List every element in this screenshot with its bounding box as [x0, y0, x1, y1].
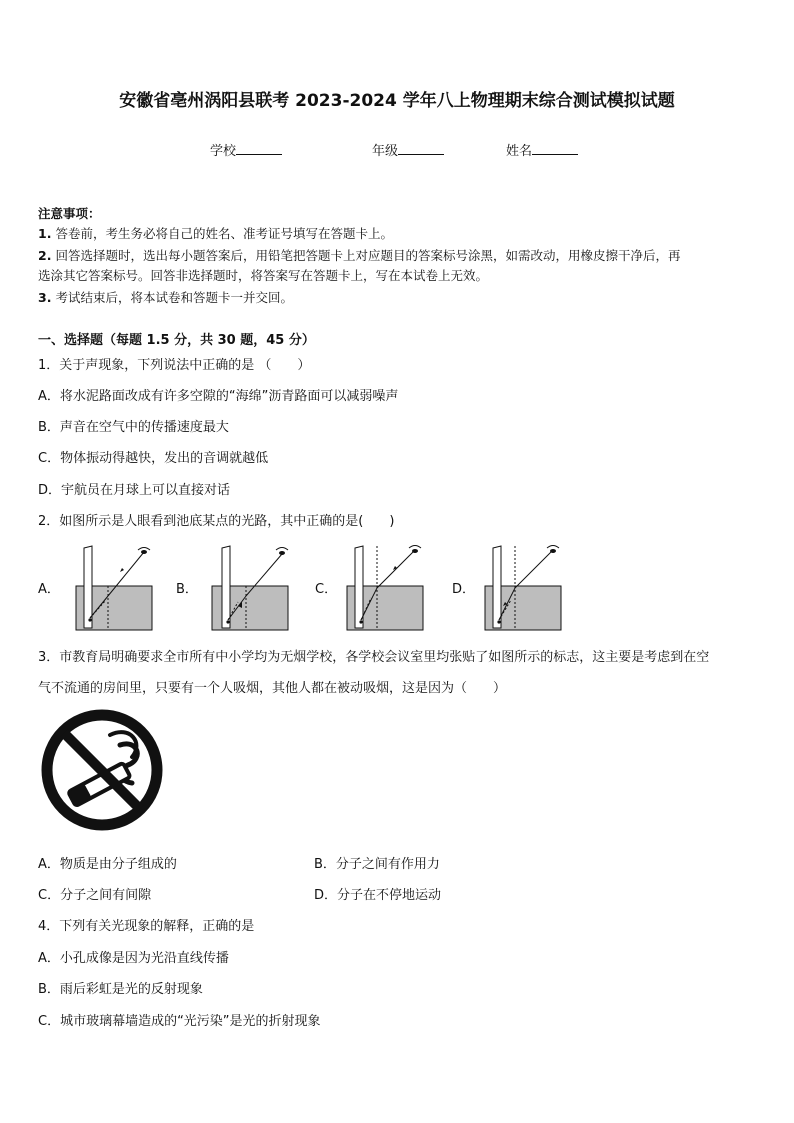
name-field	[506, 140, 578, 159]
q1-option-c: C．物体振动得越快，发出的音调就越低	[38, 451, 269, 466]
grade-blank	[398, 142, 444, 155]
q4-option-c: C．城市玻璃幕墙造成的“光污染”是光的折射现象	[38, 1014, 321, 1029]
q1-option-a: A．将水泥路面改成有许多空隙的“海绵”沥青路面可以减弱噪声	[38, 389, 399, 404]
notice-item-2: 2. 回答选择题时，选出每小题答案后，用铅笔把答题卡上对应题目的答案标号涂黑，如需改动，用橡皮擦干净后，再	[38, 248, 681, 263]
q2-diagram-b	[208, 542, 292, 632]
q4-option-a: A．小孔成像是因为光沿直线传播	[38, 951, 229, 966]
q3-option-b: B．分子之间有作用力	[314, 857, 440, 872]
q3-option-c: C．分子之间有间隙	[38, 888, 152, 903]
q4-option-b: B．雨后彩虹是光的反射现象	[38, 982, 203, 997]
q1-option-d: D．宇航员在月球上可以直接对话	[38, 483, 231, 498]
question-1-stem: 1．关于声现象，下列说法中正确的是 （ ）	[38, 358, 311, 373]
question-3-stem-line1: 3．市教育局明确要求全市所有中小学均为无烟学校，各学校会议室里均张贴了如图所示的标志，这主要是考虑到在空	[38, 650, 710, 665]
question-2-stem: 2．如图所示是人眼看到池底某点的光路，其中正确的是( )	[38, 514, 395, 529]
grade-field	[372, 140, 444, 159]
q2-option-a-label: A．	[38, 582, 60, 597]
q3-option-d: D．分子在不停地运动	[314, 888, 442, 903]
notice-item-3: 3. 考试结束后，将本试卷和答题卡一并交回。	[38, 290, 293, 305]
no-smoking-sign-icon	[40, 705, 164, 835]
question-3-stem-line2: 气不流通的房间里，只要有一个人吸烟，其他人都在被动吸烟，这是因为（ ）	[38, 681, 507, 696]
school-field	[210, 140, 282, 159]
school-blank	[236, 142, 282, 155]
q2-option-d-label: D．	[452, 582, 476, 597]
notice-item-2-cont: 选涂其它答案标号。回答非选择题时，将答案写在答题卡上，写在本试卷上无效。	[38, 268, 489, 283]
page-title: 安徽省亳州涡阳县联考 2023-2024 学年八上物理期末综合测试模拟试题	[119, 91, 675, 111]
name-blank	[532, 142, 578, 155]
q2-option-b-label: B．	[176, 582, 198, 597]
notice-heading: 注意事项：	[38, 206, 101, 221]
school-label: 学校	[210, 144, 237, 159]
grade-label: 年级	[372, 144, 399, 159]
q3-option-a: A．物质是由分子组成的	[38, 857, 177, 872]
q2-option-c-label: C．	[315, 582, 338, 597]
section-heading: 一、选择题（每题 1.5 分，共 30 题，45 分）	[38, 333, 315, 348]
q2-diagram-a	[72, 542, 156, 632]
q2-diagram-d	[481, 542, 565, 632]
q2-diagram-c	[343, 542, 427, 632]
notice-item-1: 1. 答卷前，考生务必将自己的姓名、准考证号填写在答题卡上。	[38, 226, 393, 241]
question-4-stem: 4．下列有关光现象的解释，正确的是	[38, 919, 255, 934]
name-label: 姓名	[506, 144, 533, 159]
q1-option-b: B．声音在空气中的传播速度最大	[38, 420, 229, 435]
